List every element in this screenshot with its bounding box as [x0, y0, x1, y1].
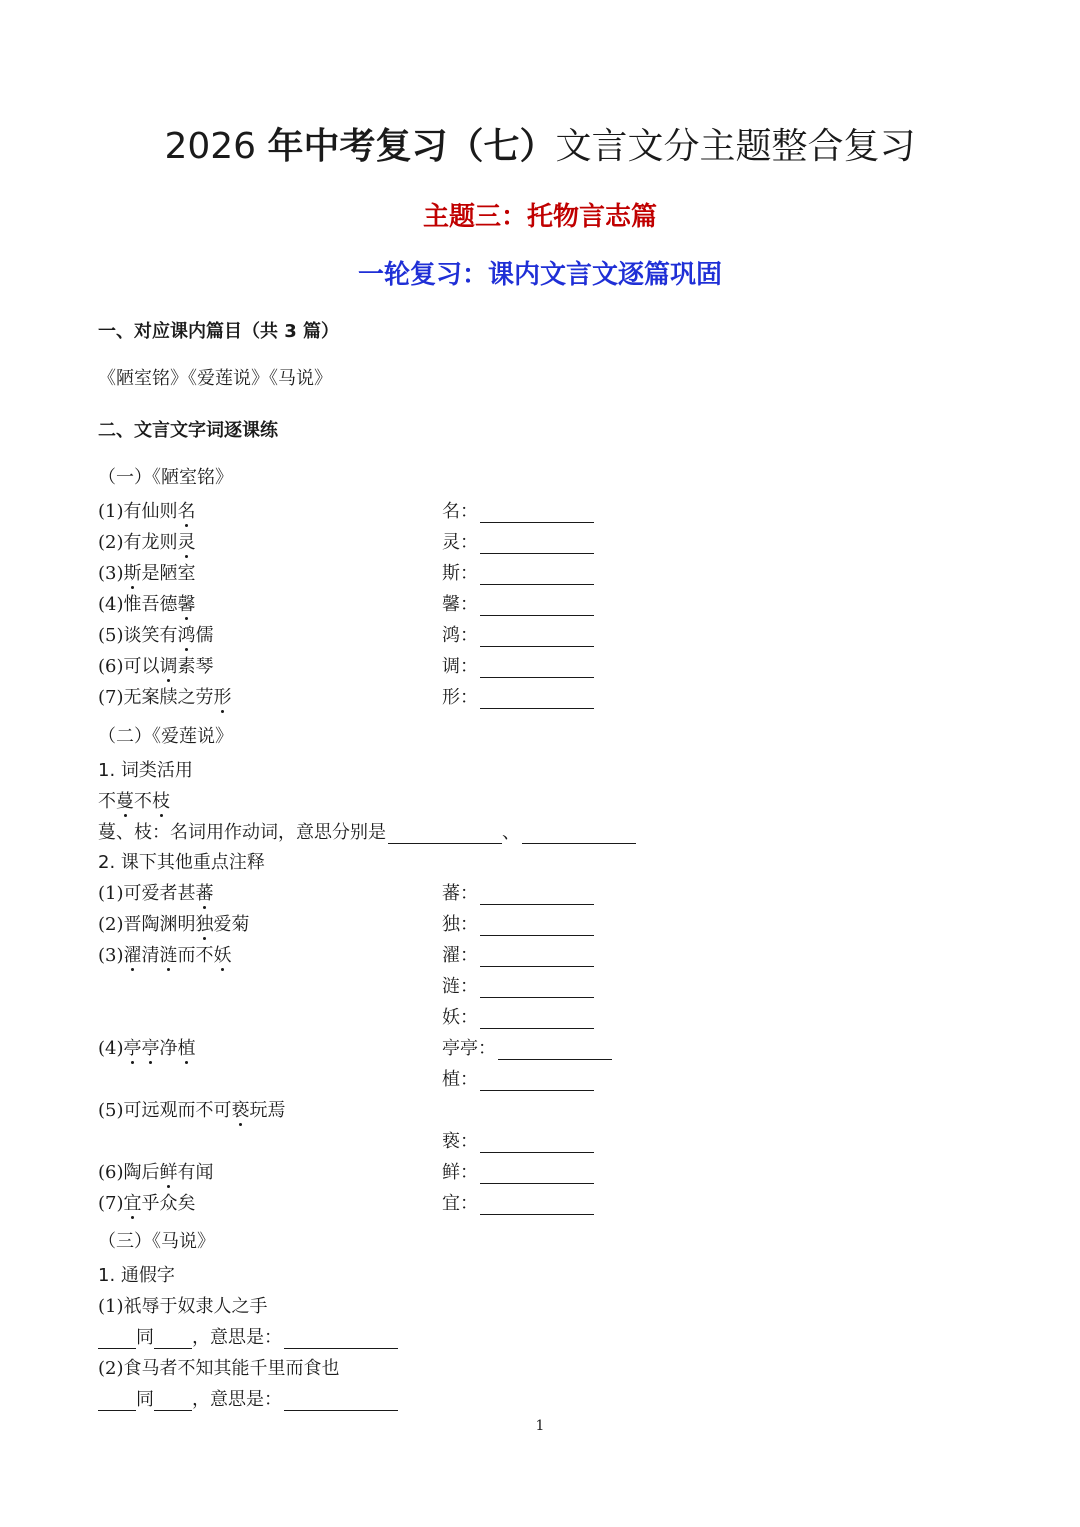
page-number: 1 [535, 1418, 545, 1434]
answer-slot[interactable]: 同 ，意思是： [98, 1323, 398, 1349]
list-item: (1)祇辱于奴隶人之手 [98, 1296, 268, 1317]
list-item: (3)斯是陋室 [98, 563, 196, 584]
list-item: (6)可以调素琴 [98, 656, 214, 677]
answer-slot[interactable]: 灵： [442, 528, 594, 554]
list-item: (1)可爱者甚蕃 [98, 883, 214, 904]
answer-slot[interactable]: 亵： [442, 1127, 594, 1153]
answer-slot[interactable]: 独： [442, 910, 594, 936]
part3-sub1: 1. 通假字 [98, 1265, 175, 1286]
answer-slot[interactable]: 蕃： [442, 879, 594, 905]
list-item: (7)宜乎众矣 [98, 1193, 196, 1214]
part2-sub1: 1. 词类活用 [98, 760, 193, 781]
answer-slot[interactable]: 亭亭： [442, 1034, 612, 1060]
list-item: (7)无案牍之劳形 [98, 687, 232, 708]
answer-slot[interactable]: 调： [442, 652, 594, 678]
phrase: 不蔓不枝 [98, 791, 170, 812]
question[interactable]: 蔓、枝：名词用作动词，意思分别是 、 [98, 818, 636, 844]
works-list: 《陋室铭》《爱莲说》《马说》 [98, 368, 332, 389]
section2-heading: 二、文言文字词逐课练 [98, 420, 278, 441]
list-item: (2)晋陶渊明独爱菊 [98, 914, 250, 935]
answer-slot[interactable]: 宜： [442, 1189, 594, 1215]
part1-heading: （一）《陋室铭》 [98, 467, 233, 488]
list-item: (5)可远观而不可亵玩焉 [98, 1100, 286, 1121]
answer-slot[interactable]: 鲜： [442, 1158, 594, 1184]
part2-heading: （二）《爱莲说》 [98, 726, 233, 747]
list-item: (2)有龙则灵 [98, 532, 196, 553]
list-item: (1)有仙则名 [98, 501, 196, 522]
answer-slot[interactable]: 涟： [442, 972, 594, 998]
section1-heading: 一、对应课内篇目（共 3 篇） [98, 321, 340, 342]
answer-slot[interactable]: 同 ，意思是： [98, 1385, 398, 1411]
answer-slot[interactable]: 濯： [442, 941, 594, 967]
list-item: (3)濯清涟而不妖 [98, 945, 232, 966]
list-item: (6)陶后鲜有闻 [98, 1162, 214, 1183]
answer-slot[interactable]: 妖： [442, 1003, 594, 1029]
part2-sub2: 2. 课下其他重点注释 [98, 852, 265, 873]
list-item: (2)食马者不知其能千里而食也 [98, 1358, 340, 1379]
answer-slot[interactable]: 形： [442, 683, 594, 709]
answer-slot[interactable]: 馨： [442, 590, 594, 616]
theme-heading: 主题三：托物言志篇 [422, 202, 657, 232]
list-item: (4)亭亭净植 [98, 1038, 196, 1059]
list-item: (4)惟吾德馨 [98, 594, 196, 615]
list-item: (5)谈笑有鸿儒 [98, 625, 214, 646]
part3-heading: （三）《马说》 [98, 1231, 215, 1252]
page-title: 2026 年中考复习（七）文言文分主题整合复习 [164, 126, 916, 167]
answer-slot[interactable]: 斯： [442, 559, 594, 585]
answer-slot[interactable]: 名： [442, 497, 594, 523]
round-heading: 一轮复习：课内文言文逐篇巩固 [357, 260, 722, 290]
answer-slot[interactable]: 植： [442, 1065, 594, 1091]
answer-slot[interactable]: 鸿： [442, 621, 594, 647]
